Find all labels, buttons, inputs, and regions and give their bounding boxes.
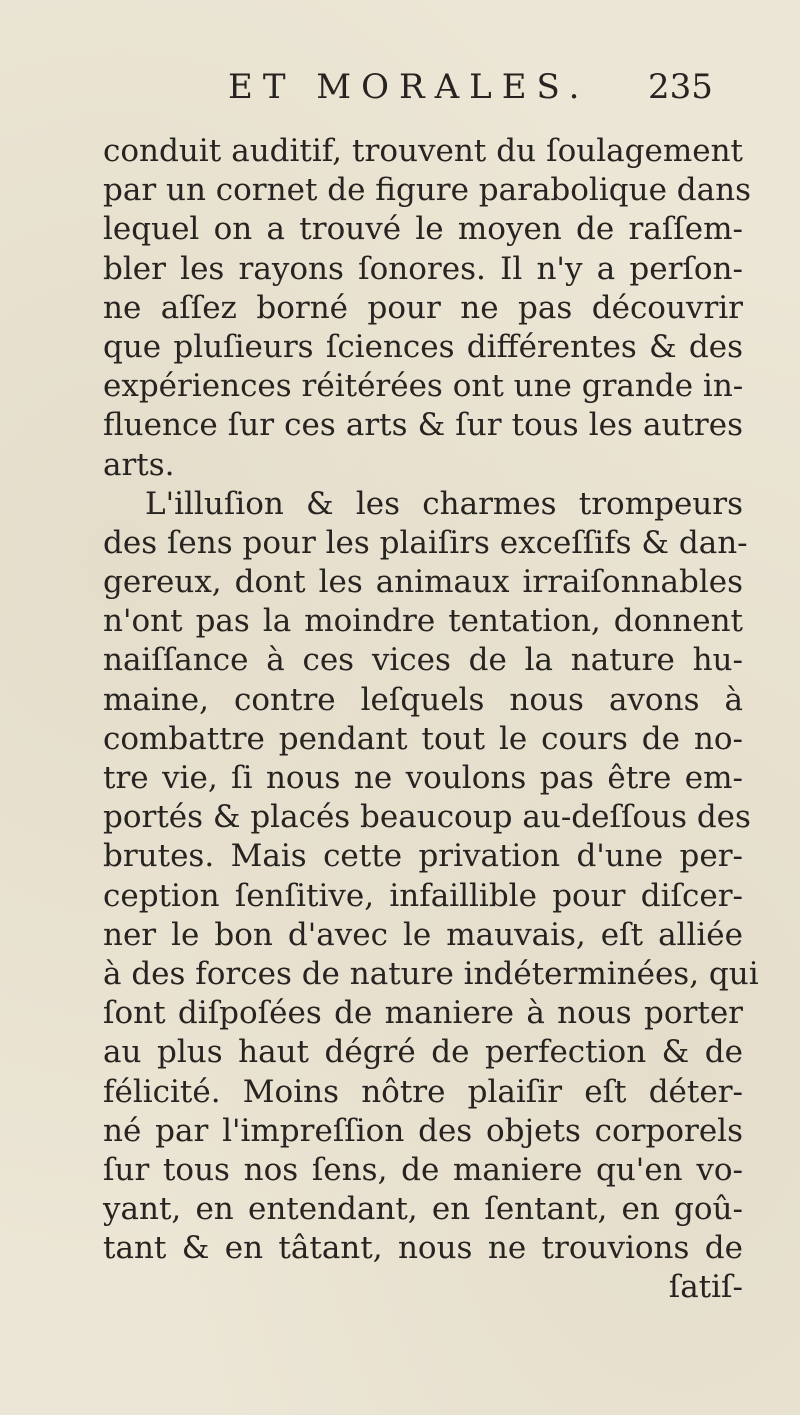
text-line: conduit auditif, trouvent du ſoulagement	[103, 133, 743, 169]
text-line: lequel on a trouvé le moyen de raſſem-	[103, 211, 743, 248]
text-line: par un cornet de figure parabolique dans	[103, 172, 751, 209]
text-line: bler les rayons ſonores. Il n'y a perſon-	[103, 250, 743, 287]
text-line: maine, contre leſquels nous avons à	[103, 681, 743, 718]
text-line: au plus haut dégré de perfection & de	[103, 1034, 743, 1071]
text-line: naiſſance à ces vices de la nature hu-	[103, 642, 743, 679]
page-number: 235	[648, 67, 713, 107]
text-line: que pluſieurs ſciences différentes & des	[103, 328, 743, 365]
text-line: tant & en tâtant, nous ne trouvions de	[103, 1230, 743, 1267]
text-line: expériences réitérées ont une grande in-	[103, 368, 744, 405]
text-line: brutes. Mais cette privation d'une per-	[103, 838, 743, 875]
text-line: ſur tous nos ſens, de maniere qu'en vo-	[103, 1151, 743, 1188]
paragraph-end-line: arts.	[103, 446, 175, 483]
text-line: tre vie, ſi nous ne voulons pas être em-	[103, 760, 743, 796]
text-line: né par l'impreſſion des objets corporels	[103, 1112, 743, 1149]
text-line: ſont diſpoſées de maniere à nous porter	[103, 995, 743, 1032]
paragraph-start-line: L'illuſion & les charmes trompeurs	[145, 485, 743, 522]
running-header	[0, 62, 800, 112]
text-line: ception ſenſitive, infaillible pour diſcer-	[103, 877, 743, 914]
text-line: ner le bon d'avec le mauvais, eſt alliée	[103, 916, 743, 953]
body-text	[103, 132, 759, 1308]
text-line: fluence ſur ces arts & ſur tous les autres	[103, 407, 743, 444]
text-line: yant, en entendant, en ſentant, en goû-	[103, 1191, 743, 1228]
text-line: portés & placés beaucoup au-deſſous des	[103, 799, 751, 836]
text-line: des ſens pour les plaiſirs exceſſifs & dan-	[103, 524, 748, 561]
text-line: combattre pendant tout le cours de no-	[103, 720, 743, 757]
text-line: ne aſſez borné pour ne pas découvrir	[103, 289, 743, 326]
text-line: n'ont pas la moindre tentation, donnent	[103, 603, 743, 640]
catchword: ſatiſ-	[668, 1269, 743, 1306]
text-line: gereux, dont les animaux irraiſonnables	[103, 564, 743, 601]
running-title: ET MORALES.	[228, 67, 590, 107]
text-line: à des forces de nature indéterminées, qui	[103, 955, 759, 992]
text-line: félicité. Moins nôtre plaiſir eſt déter-	[103, 1073, 743, 1110]
